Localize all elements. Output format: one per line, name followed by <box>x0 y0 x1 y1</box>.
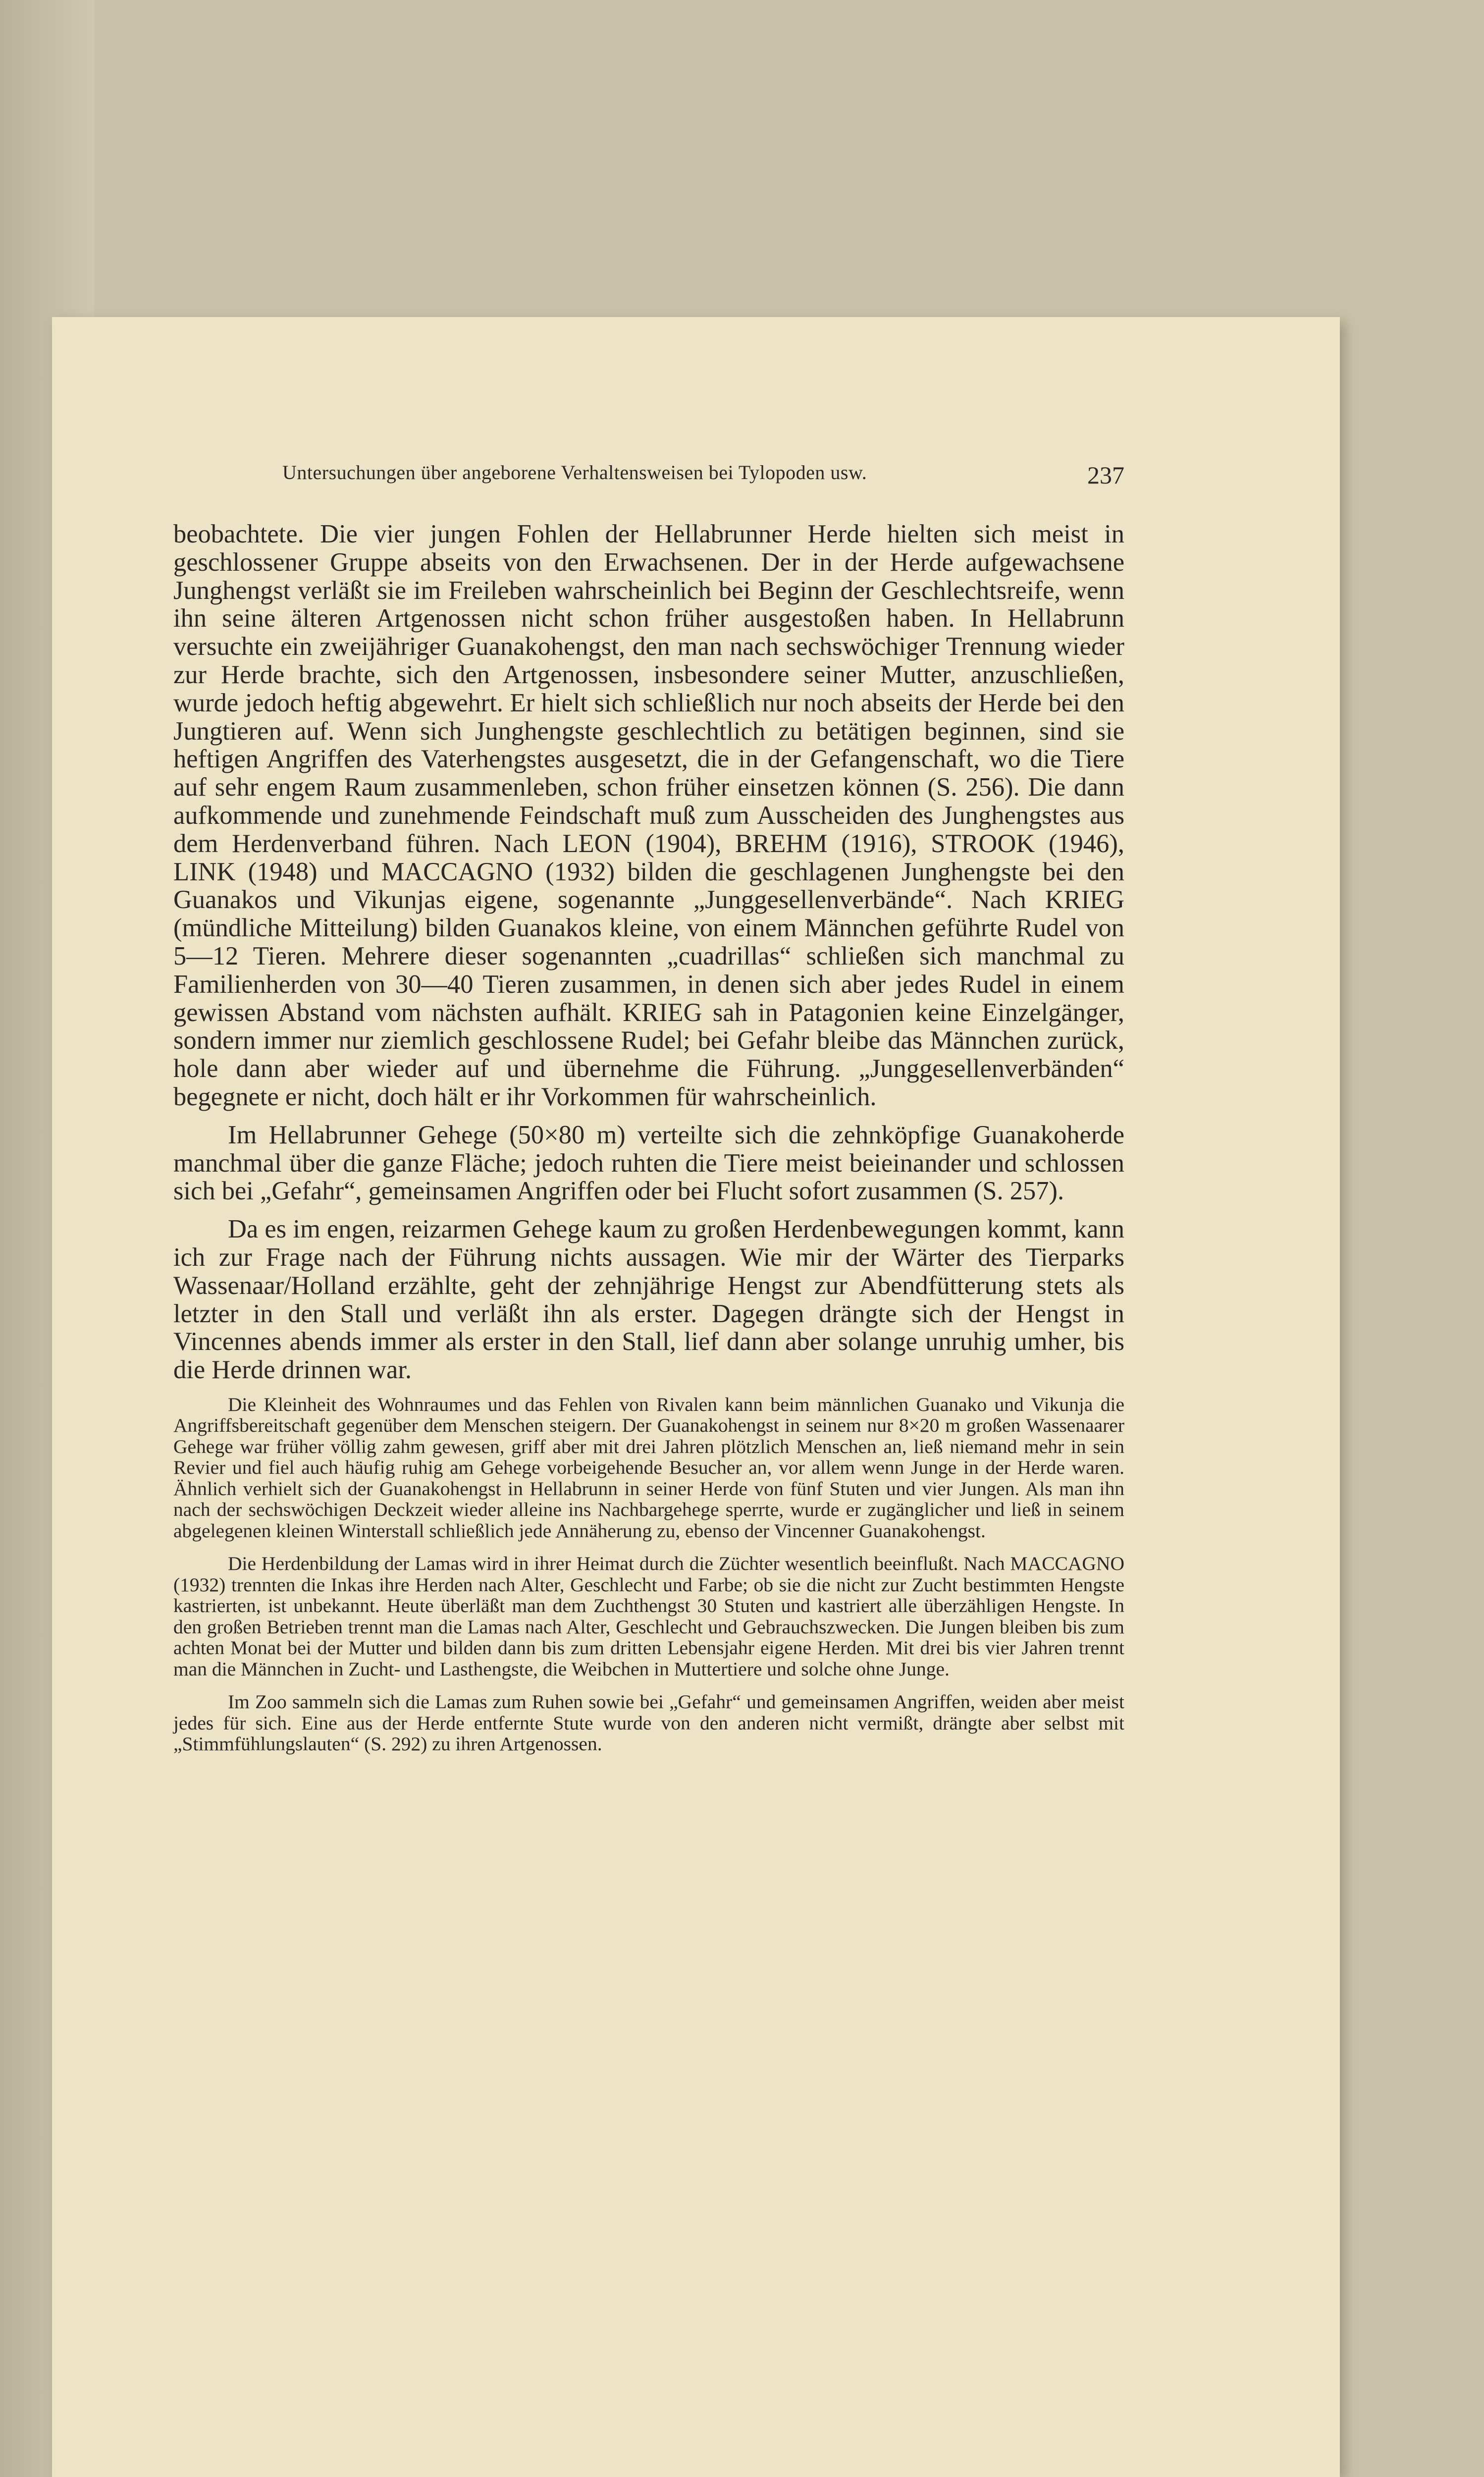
body-text <box>173 520 1124 1384</box>
running-head <box>173 456 1124 500</box>
body-paragraph: Da es im engen, reizarmen Gehege kaum zu großen Herdenbewegungen kommt, kann ich zur Frage nach der Führung nichts aussagen. Wie mir der Wärter des Tierparks Wassenaar/Holland erzählte, geht der zehnjährige Hengst zur Abendfütterung stets als letzter in den Stall und verläßt ihn als erster. Dagegen drängte sich der Hengst in Vincennes abends immer als erster in den Stall, lief dann aber solange unruhig umher, bis die Herde drinnen war. <box>173 1215 1124 1385</box>
running-title: Untersuchungen über angeborene Verhaltensweisen bei Tylopoden usw. <box>282 461 867 484</box>
footnote-paragraph: Im Zoo sammeln sich die Lamas zum Ruhen sowie bei „Gefahr“ und gemeinsamen Angriffen, weiden aber meist jedes für sich. Eine aus der Herde entfernte Stute wurde von den anderen nicht vermißt, drängte aber selbst mit „Stimmfühlungslauten“ (S. 292) zu ihren Artgenossen. <box>173 1691 1124 1755</box>
body-paragraph: Im Hellabrunner Gehege (50×80 m) verteilte sich die zehnköpfige Guanakoherde manchmal über die ganze Fläche; jedoch ruhten die Tiere meist beieinander und schlossen sich bei „Gefahr“, gemeinsamen Angriffen oder bei Flucht sofort zusammen (S. 257). <box>173 1120 1124 1206</box>
book-page <box>52 317 1340 2477</box>
footnote-paragraph: Die Kleinheit des Wohnraumes und das Fehlen von Rivalen kann beim männlichen Guanako und Vikunja die Angriffsbereitschaft gegenüber dem Menschen steigern. Der Guanakohengst in seinem nur 8×20 m großen Wassenaarer Gehege war früher völlig zahm gewesen, griff aber mit drei Jahren plötzlich Menschen an, ließ niemand mehr in sein Revier und fiel auch häufig ruhig am Gehege vorbeigehende Besucher an, vor allem wenn Junge in der Herde waren. Ähnlich verhielt sich der Guanakohengst in Hellabrunn in seiner Herde von fünf Stuten und vier Jungen. Als man ihn nach der sechswöchigen Deckzeit wieder alleine ins Nachbargehege sperrte, wurde er zugänglicher und ließ in seinem abgelegenen kleinen Winterstall schließlich jede Annäherung zu, ebenso der Vincenner Guanakohengst. <box>173 1393 1124 1542</box>
body-paragraph: beobachtete. Die vier jungen Fohlen der Hellabrunner Herde hielten sich meist in geschlossener Gruppe abseits von den Erwachsenen. Der in der Herde aufgewachsene Junghengst verläßt sie im Freileben wahrscheinlich bei Beginn der Geschlechtsreife, wenn ihn seine älteren Artgenossen nicht schon früher ausgestoßen haben. In Hellabrunn versuchte ein zweijähriger Guanakohengst, den man nach sechswöchiger Trennung wieder zur Herde brachte, sich den Artgenossen, insbesondere seiner Mutter, anzuschließen, wurde jedoch heftig abgewehrt. Er hielt sich schließlich nur noch abseits der Herde bei den Jungtieren auf. Wenn sich Junghengste geschlechtlich zu betätigen beginnen, sind sie heftigen Angriffen des Vaterhengstes ausgesetzt, die in der Gefangenschaft, wo die Tiere auf sehr engem Raum zusammenleben, schon früher einsetzen können (S. 256). Die dann aufkommende und zunehmende Feindschaft muß zum Ausscheiden des Junghengstes aus dem Herdenverband führen. Nach LEON (1904), BREHM (1916), STROOK (1946), LINK (1948) und MACCAGNO (1932) bilden die geschlagenen Junghengste bei den Guanakos und Vikunjas eigene, sogenannte „Junggesellenverbände“. Nach KRIEG (mündliche Mitteilung) bilden Guanakos kleine, von einem Männchen geführte Rudel von 5—12 Tieren. Mehrere dieser sogenannten „cuadrillas“ schließen sich manchmal zu Familienherden von 30—40 Tieren zusammen, in denen sich aber jedes Rudel in einem gewissen Abstand vom nächsten aufhält. KRIEG sah in Patagonien keine Einzelgänger, sondern immer nur ziemlich geschlossene Rudel; bei Gefahr bleibe das Männchen zurück, hole dann aber wieder auf und übernehme die Führung. „Junggesellenverbänden“ begegnete er nicht, doch hält er ihr Vorkommen für wahrscheinlich. <box>173 520 1124 1111</box>
footnotes <box>173 1394 1124 1755</box>
footnote-paragraph: Die Herdenbildung der Lamas wird in ihrer Heimat durch die Züchter wesentlich beeinflußt. Nach MACCAGNO (1932) trennten die Inkas ihre Herden nach Alter, Geschlecht und Farbe; ob sie die nicht zur Zucht bestimmten Hengste kastrierten, ist unbekannt. Heute überläßt man dem Zuchthengst 30 Stuten und kastriert alle überzähligen Hengste. In den großen Betrieben trennt man die Lamas nach Alter, Geschlecht und Gebrauchszwecken. Die Jungen bleiben bis zum achten Monat bei der Mutter und bilden dann bis zum dritten Lebensjahr eigene Herden. Mit drei bis vier Jahren trennt man die Männchen in Zucht- und Lasthengste, die Weibchen in Muttertiere und solche ohne Junge. <box>173 1553 1124 1680</box>
page-number: 237 <box>1087 461 1124 489</box>
page-content <box>173 456 1124 1767</box>
